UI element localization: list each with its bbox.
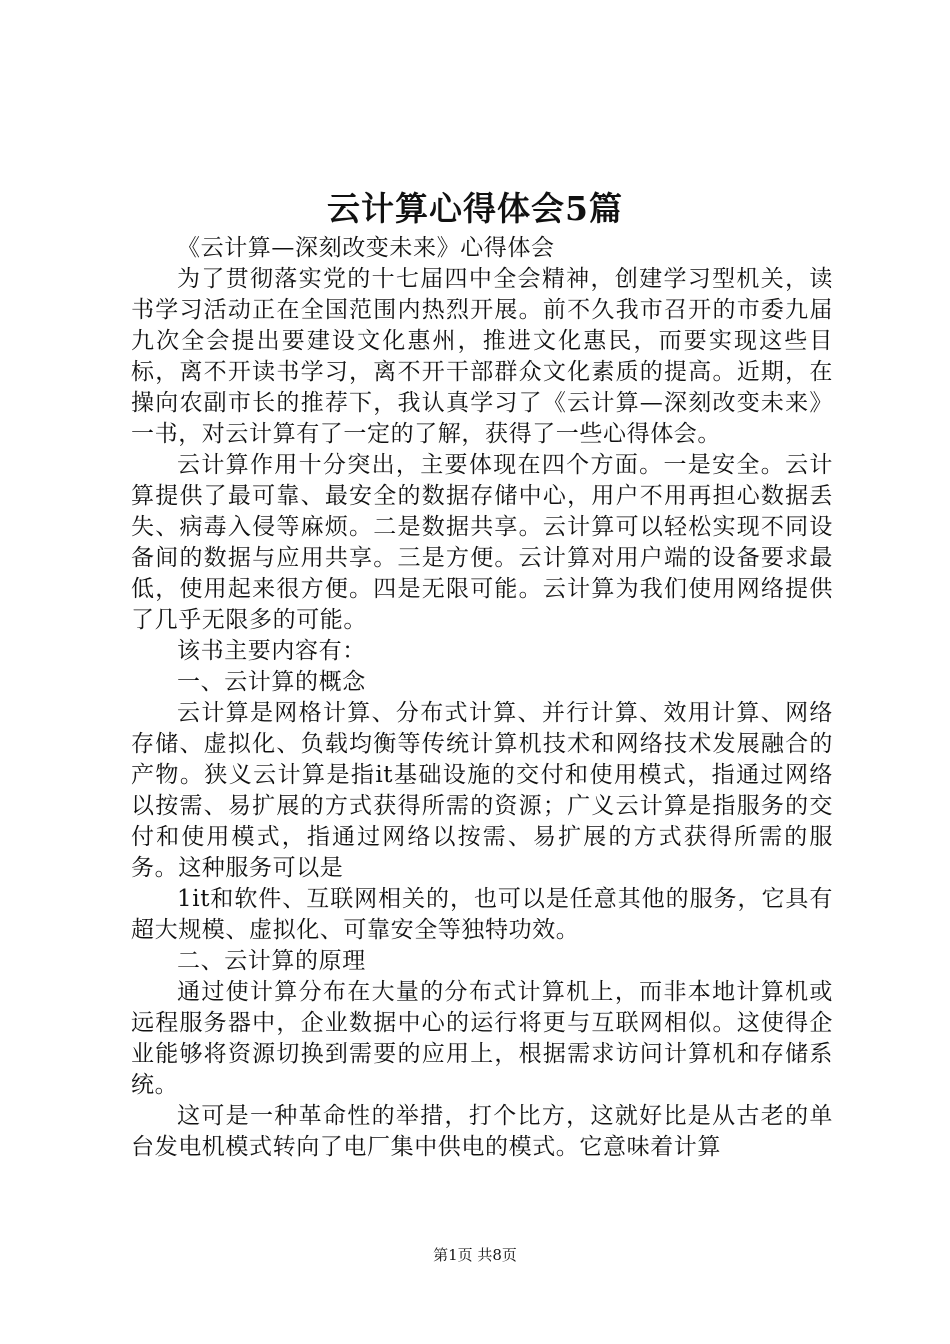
paragraph-principle: 通过使计算分布在大量的分布式计算机上，而非本地计算机或远程服务器中，企业数据中心的运行将更与互联网相似。这使得企业能够将资源切换到需要的应用上，根据需求访问计算机和存储系统。 xyxy=(131,979,833,1098)
section-heading-principle: 二、云计算的原理 xyxy=(177,948,366,974)
paragraph-revolution: 这可是一种革命性的举措，打个比方，这就好比是从古老的单台发电机模式转向了电厂集中供电的模式。它意味着计算 xyxy=(131,1103,833,1160)
paragraph-contents-heading: 该书主要内容有： xyxy=(177,638,366,664)
document-title: 云计算心得体会5篇 xyxy=(327,189,623,228)
paragraph-intro: 为了贯彻落实党的十七届四中全会精神，创建学习型机关，读书学习活动正在全国范围内热烈开展。前不久我市召开的市委九届九次全会提出要建设文化惠州，推进文化惠民，而要实现这些目标，离不开读书学习，离不开干部群众文化素质的提高。近期，在操向农副市长的推荐下，我认真学习了《云计算—深刻改变未来》一书，对云计算有了一定的了解，获得了一些心得体会。 xyxy=(131,266,833,447)
paragraph-concept-continued: 1it和软件、互联网相关的，也可以是任意其他的服务，它具有超大规模、虚拟化、可靠安全等独特功效。 xyxy=(131,886,833,943)
page-number-footer: 第1页 共8页 xyxy=(433,1246,517,1264)
paragraph-subtitle: 《云计算—深刻改变未来》心得体会 xyxy=(177,235,555,261)
paragraph-functions: 云计算作用十分突出，主要体现在四个方面。一是安全。云计算提供了最可靠、最安全的数据存储中心，用户不用再担心数据丢失、病毒入侵等麻烦。二是数据共享。云计算可以轻松实现不同设备间的数据与应用共享。三是方便。云计算对用户端的设备要求最低，使用起来很方便。四是无限可能。云计算为我们使用网络提供了几乎无限多的可能。 xyxy=(131,452,833,633)
section-heading-concept: 一、云计算的概念 xyxy=(177,669,366,695)
paragraph-concept: 云计算是网格计算、分布式计算、并行计算、效用计算、网络存储、虚拟化、负载均衡等传统计算机技术和网络技术发展融合的产物。狭义云计算是指it基础设施的交付和使用模式，指通过网络以按需、易扩展的方式获得所需的资源；广义云计算是指服务的交付和使用模式，指通过网络以按需、易扩展的方式获得所需的服务。这种服务可以是 xyxy=(131,700,833,881)
document-body xyxy=(131,233,833,1163)
